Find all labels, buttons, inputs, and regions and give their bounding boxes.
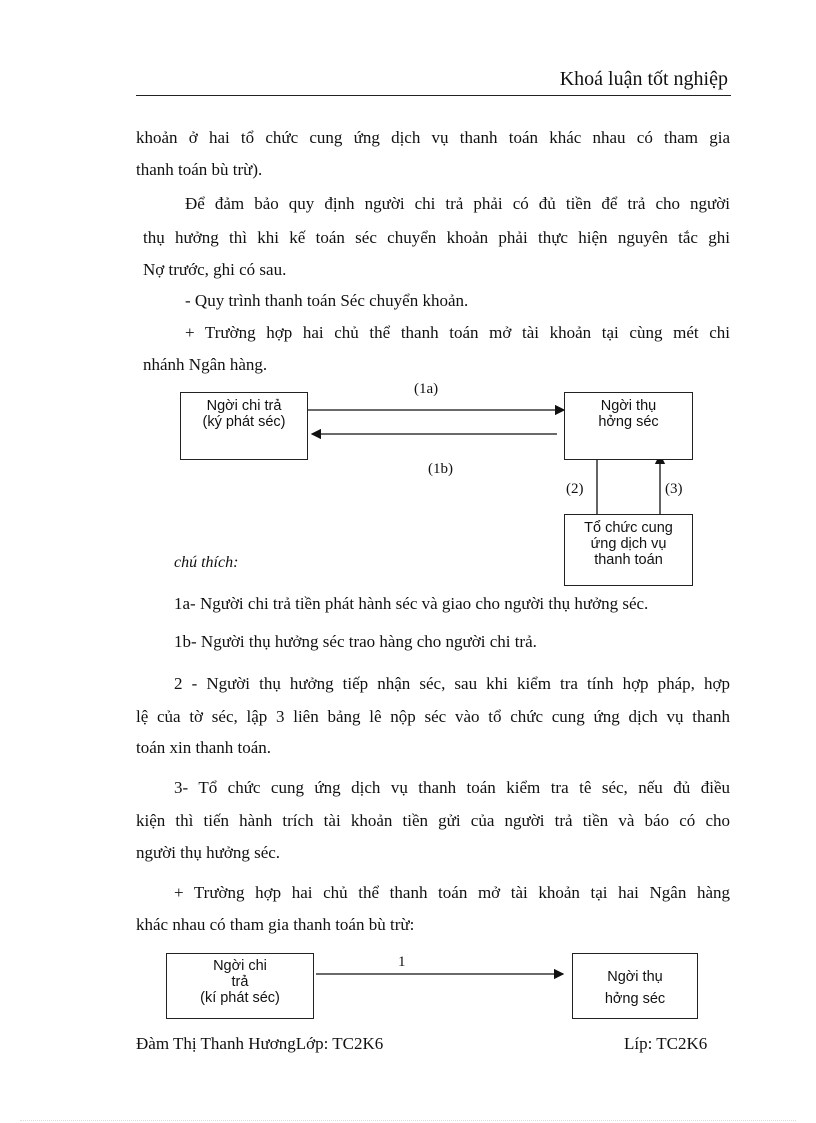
payment-org-box: Tổ chức cung ứng dịch vụ thanh toán bbox=[564, 514, 693, 586]
payer-box-2: Ngời chi trả (kí phát séc) bbox=[166, 953, 314, 1019]
header-title: Khoá luận tốt nghiệp bbox=[559, 68, 728, 90]
note-line: 1b- Người thụ hưởng séc trao hàng cho người chi trả. bbox=[174, 632, 537, 651]
footer-class: Líp: TC2K6 bbox=[624, 1034, 708, 1053]
footer-author: Đàm Thị Thanh HươngLớp: TC2K6 bbox=[136, 1034, 384, 1053]
note-line: 3- Tổ chức cung ứng dịch vụ thanh toán kiểm tra tê séc, nếu đủ điều bbox=[174, 778, 730, 797]
note-line: 2 - Người thụ hưởng tiếp nhận séc, sau khi kiểm tra tính hợp pháp, hợp bbox=[174, 674, 730, 693]
paragraph-line: + Trường hợp hai chủ thể thanh toán mở tài khoản tại cùng mét chi bbox=[185, 323, 730, 342]
label-1a: (1a) bbox=[414, 381, 439, 397]
paragraph-line: nhánh Ngân hàng. bbox=[143, 355, 268, 374]
paragraph-line: Để đảm bảo quy định người chi trả phải có đủ tiền để trả cho người bbox=[185, 194, 730, 213]
note-line: kiện thì tiến hành trích tài khoản tiền gửi của người trả tiền và báo có cho bbox=[136, 811, 730, 830]
payer-box: Ngời chi trả (ký phát séc) bbox=[180, 392, 308, 460]
note-line: khác nhau có tham gia thanh toán bù trừ: bbox=[136, 915, 415, 934]
paragraph-line: khoản ở hai tổ chức cung ứng dịch vụ thanh toán khác nhau có tham gia bbox=[136, 128, 730, 147]
payee-box: Ngời thụ hởng séc bbox=[564, 392, 693, 460]
paragraph-line: - Quy trình thanh toán Séc chuyển khoản. bbox=[185, 291, 469, 310]
note-line: lệ của tờ séc, lập 3 liên bảng lê nộp séc vào tổ chức cung ứng dịch vụ thanh bbox=[136, 707, 730, 726]
label-2: (2) bbox=[566, 481, 584, 497]
label-1b: (1b) bbox=[428, 461, 453, 477]
note-line: 1a- Người chi trả tiền phát hành séc và giao cho người thụ hưởng séc. bbox=[174, 594, 649, 613]
note-line: người thụ hưởng séc. bbox=[136, 843, 281, 862]
note-line: toán xin thanh toán. bbox=[136, 738, 272, 757]
note-line: + Trường hợp hai chủ thể thanh toán mở tài khoản tại hai Ngân hàng bbox=[174, 883, 730, 902]
paragraph-line: thụ hưởng thì khi kế toán séc chuyển khoản phải thực hiện nguyên tắc ghi bbox=[143, 228, 730, 247]
label-d2-1: 1 bbox=[398, 954, 406, 970]
paragraph-line: thanh toán bù trừ). bbox=[136, 160, 263, 179]
paragraph-line: Nợ trước, ghi có sau. bbox=[143, 260, 287, 279]
note-label: chú thích: bbox=[174, 554, 239, 571]
payee-box-2: Ngời thụ hởng séc bbox=[572, 953, 698, 1019]
label-3: (3) bbox=[665, 481, 683, 497]
page-bottom-border bbox=[20, 1120, 796, 1121]
